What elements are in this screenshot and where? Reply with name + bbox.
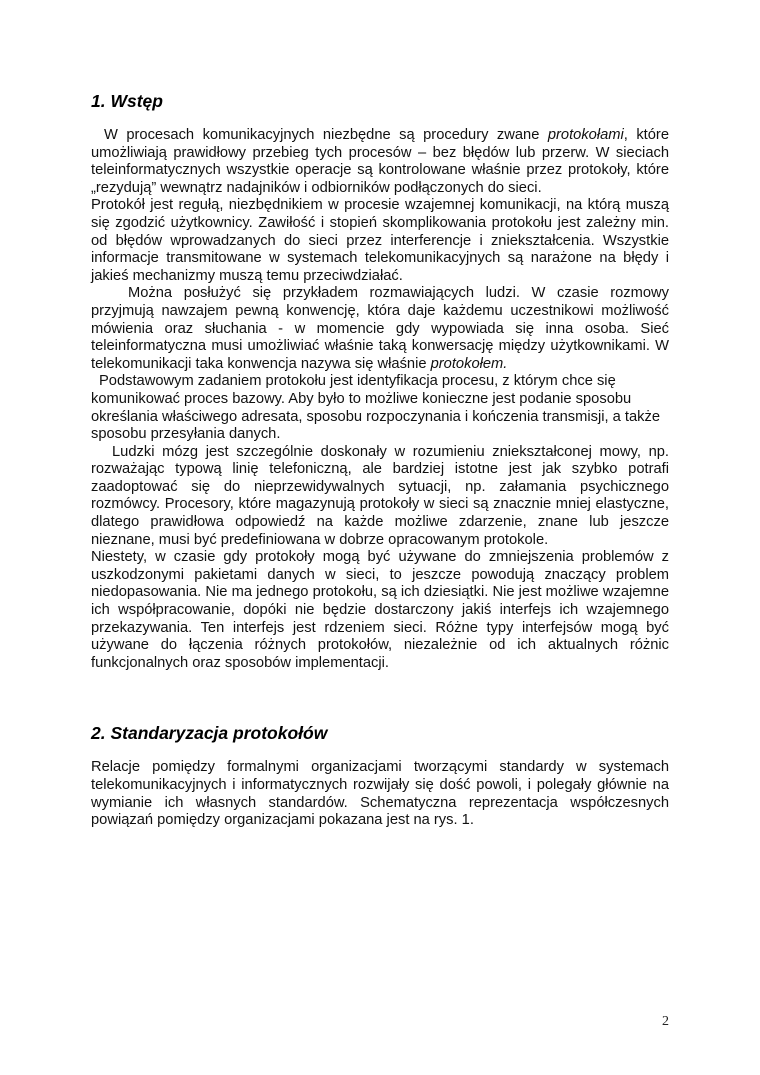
paragraph-5: Ludzki mózg jest szczególnie doskonały w rozumieniu zniekształconej mowy, np. rozważając typową linię telefoniczną, ale bardziej istotne jest jak szybko potrafi zaadoptować się do nieprzewidywalnych sytuacji, np. załamania psychicznego rozmówcy. Procesory, które magazynują protokoły w sieci są znacznie mniej elastyczne, dlatego prawidłowa odpowiedź na każde możliwe zdarzenie, znane lub jeszcze nieznane, musi być predefiniowana w dobrze opracowanym protokole. bbox=[91, 443, 669, 548]
paragraph-1 bbox=[91, 127, 669, 197]
page-content bbox=[91, 90, 669, 830]
section-1-heading: 1. Wstęp bbox=[91, 91, 163, 111]
paragraph-3-text: Można posłużyć się przykładem rozmawiających ludzi. W czasie rozmowy przyjmują nawzajem pewną konwencję, która daje każdemu uczestnikowi możliwość mówienia oraz słuchania - w momencie gdy wypowiada się inna osoba. Sieć teleinformatyczna musi umożliwiać właśnie taką konwersację między użytkownikami. W telekomunikacji taka konwencja nazywa się właśnie bbox=[91, 285, 669, 372]
paragraph-7: Relacje pomiędzy formalnymi organizacjami tworzącymi standardy w systemach telekomunikacyjnych i informatycznych rozwijały się dość powoli, i polegały głównie na wymianie ich własnych standardów. Schematyczna reprezentacja współczesnych powiązań pomiędzy organizacjami pokazana jest na rys. 1. bbox=[91, 759, 669, 829]
section-2-heading: 2. Standaryzacja protokołów bbox=[91, 723, 328, 744]
page-number: 2 bbox=[662, 1014, 669, 1029]
paragraph-3-emphasis: protokołem. bbox=[430, 355, 508, 372]
paragraph-1-emphasis: protokołami bbox=[547, 127, 624, 143]
paragraph-3 bbox=[91, 285, 669, 373]
paragraph-1-text-a: W procesach komunikacyjnych niezbędne są procedury zwane bbox=[104, 127, 548, 143]
paragraph-2: Protokół jest regułą, niezbędnikiem w procesie wzajemnej komunikacji, na którą muszą się zgodzić użytkownicy. Zawiłość i stopień skomplikowania protokołu jest zależny min. od błędów wprowadzanych do sieci przez interferencje i zniekształcenia. Wszystkie informacje transmitowane w systemach telekomunikacyjnych są narażone na błędy i jakieś mechanizmy muszą temu przeciwdziałać. bbox=[91, 197, 669, 284]
paragraph-4: Podstawowym zadaniem protokołu jest identyfikacja procesu, z którym chce się komunikować proces bazowy. Aby było to możliwe konieczne jest podanie sposobu określania właściwego adresata, sposobu rozpoczynania i kończenia transmisji, a także sposobu przesyłania danych. bbox=[91, 373, 661, 443]
paragraph-1-text-b: , które umożliwiają prawidłowy przebieg tych procesów – bez błędów lub przerw. W sieciach teleinformatycznych wszystkie operacje są kontrolowane właśnie przez protokoły, które „rezydują” wewnątrz nadajników i odbiorników podłączonych do sieci. bbox=[91, 127, 669, 196]
paragraph-6: Niestety, w czasie gdy protokoły mogą być używane do zmniejszenia problemów z uszkodzonymi pakietami danych w sieci, to jeszcze powodują znaczący problem niedopasowania. Nie ma jednego protokołu, są ich dziesiątki. Nie jest możliwe wzajemne ich współpracowanie, dopóki nie będzie dostarczony jakiś interfejs ich wzajemnego przekazywania. Ten interfejs jest rdzeniem sieci. Różne typy interfejsów mogą być używane do łączenia różnych protokołów, niezależnie od ich aktualnych różnic funkcjonalnych oraz sposobów implementacji. bbox=[91, 549, 669, 671]
